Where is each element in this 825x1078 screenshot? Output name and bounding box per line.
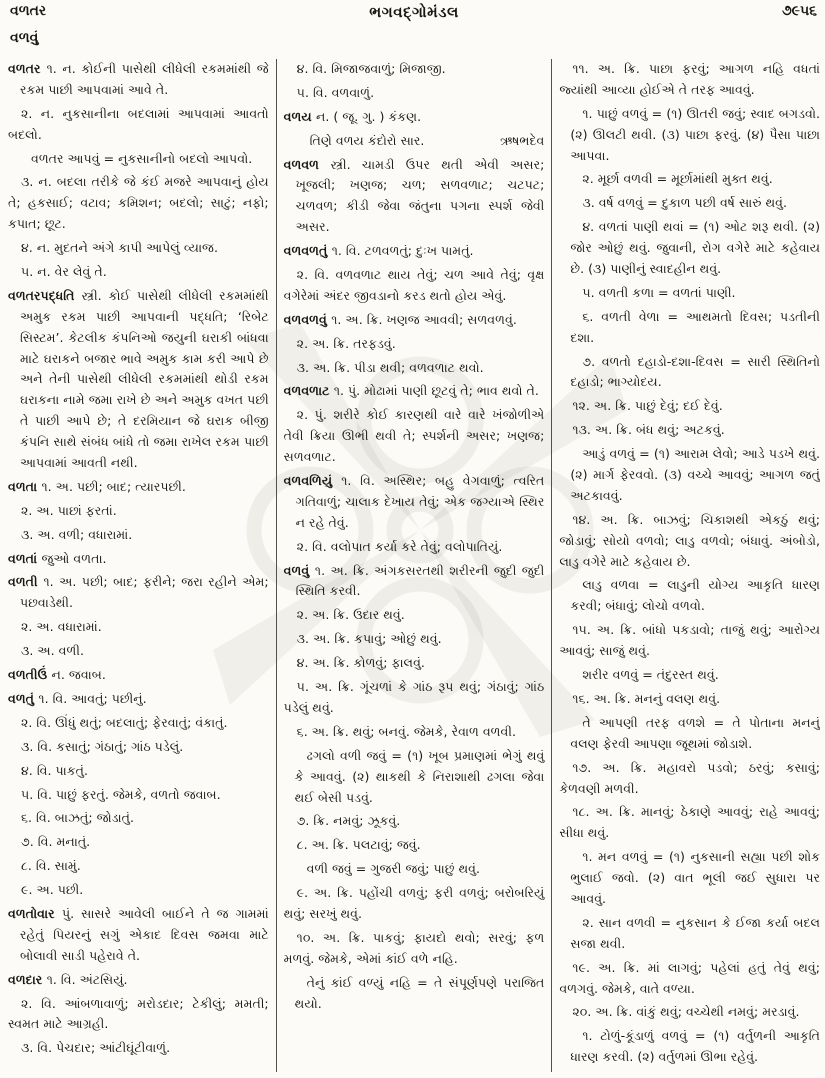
dict-sense: [559, 958, 820, 1000]
definition-text: ૫. વળતી કળા = વળતાં પાણી.: [582, 284, 736, 300]
dict-sense: [284, 629, 545, 650]
headword: વળવળવું: [283, 311, 332, 327]
definition-text: તે આપણી તરફ વળશે = તે પોતાના મનનું વલણ ફેરવી આપણા જૂથમાં જોડાશે.: [570, 714, 821, 751]
definition-text: ૧. મન વળવું = (૧) નુકસાની સહ્યા પછી શોક ભુલાઈ જવો. (૨) વાત ભૂલી જઈ સુધારા પર આવવું.: [570, 849, 821, 906]
definition-text: ૨. અ. ક્રિ. ઉદાર થવું.: [296, 607, 405, 623]
dict-sense: [284, 265, 545, 307]
definition-text: ૨. મૂર્છા વળવી = મૂર્છામાંથી મુક્ત થવું.: [582, 171, 773, 187]
dict-idiom: [284, 746, 545, 809]
dict-sense: [8, 238, 269, 259]
definition-text: ન. જવાબ.: [51, 667, 106, 683]
running-headword: વળતર: [10, 3, 47, 19]
dict-sense: [559, 758, 820, 800]
definition-text: ૪. વિ. મિજાજવાળું; મિજાજી.: [296, 61, 446, 76]
dict-sense: [284, 334, 545, 355]
definition-text: ૧૬. અ. ક્રિ. મનનું વલણ થવું.: [572, 690, 721, 706]
dict-entry: [8, 970, 269, 991]
verse-attribution: ઋષભદેવ: [500, 132, 545, 148]
definition-text: ૨. વિ. વળવળાટ થાય તેવું; ચળ આવે તેવું; વૃક્ષ વગેરેમાં અંદર જીવડાનો કરડ થતો હોય એવું.: [283, 267, 545, 303]
definition-text: ૩. ન. બદલા તરીકે જે કંઈ મજરે આપવાનું હોય તે; હકસાઈ; વટાવ; કમિશન; બદલો; સાટું; નફો; કપાત; છૂટ.: [8, 174, 269, 232]
headword: વળવળતું: [283, 243, 332, 259]
dict-sense: [559, 510, 820, 573]
page-number: ૭૯૫૬: [781, 3, 817, 19]
dict-sense: [559, 59, 820, 101]
dict-sense: [8, 641, 269, 662]
dict-sense: [284, 59, 545, 80]
dict-idiom: [559, 283, 820, 304]
definition-text: ૧૦. અ. ક્રિ. પાકવું; ફાયદો થવો; સરવું; ફળ મળવું. જેમકે, એમાં કાંઈ વળે નહિ.: [283, 929, 545, 966]
dict-sense: [284, 883, 545, 925]
page-header: [10, 3, 817, 21]
headword: વળતી: [8, 574, 44, 590]
headword: વળદાર: [8, 971, 47, 987]
dict-sense: [284, 358, 545, 379]
dict-entry: [284, 310, 545, 331]
definition-text: ૨. અ. વધારામાં.: [21, 619, 102, 635]
definition-text: ૧. પું. મોઢામાં પાણી છૂટવું તે; ભાવ થવો તે.: [333, 383, 539, 399]
dict-idiom: [559, 1026, 820, 1068]
dict-sense: [8, 785, 269, 806]
definition-text: ૨. અ. ક્રિ. તરફડવું.: [296, 335, 396, 351]
definition-text: ૨. વિ. ઊંધું થતું; બદલાતું; ફેરવાતું; વંકાતું.: [21, 714, 228, 730]
definition-text: ૬. વળતી વેળા = આથમતો દિવસ; પડતીની દશા.: [570, 308, 821, 345]
definition-text: ૧. વિ. અંટસિયું.: [46, 971, 128, 987]
definition-text: ૧૯. અ. ક્રિ. માં લાગવું; પહેલાં હતું તેવું થવું; વળગવું. જેમકે, વાતે વળ્યા.: [559, 959, 821, 996]
dict-sense: [284, 605, 545, 626]
definition-text: જુઓ વળતા.: [41, 550, 107, 566]
dict-sense: [8, 761, 269, 782]
column-left: [8, 57, 276, 1072]
headword: વળતર: [8, 61, 47, 76]
definition-text: ન. ( જૂ. ગુ. ) કંકણ.: [316, 108, 422, 124]
dict-sense: [8, 808, 269, 829]
definition-text: ૧૮. અ. ક્રિ. માનવું; ઠેકાણે આવવું; રાહે આવવું; સીધા થવું.: [559, 804, 821, 841]
definition-text: ૧૧. અ. ક્રિ. પાછા ફરવું; આગળ નહિ વધતાં જ્યાંથી આવ્યા હોઈએ તે તરફ આવવું.: [559, 61, 821, 97]
headword: વળતા: [8, 478, 42, 494]
dict-sense: [284, 811, 545, 832]
dict-entry: [8, 572, 269, 614]
running-headword-continued-row: [10, 30, 38, 46]
dict-idiom: [559, 193, 820, 214]
definition-text: ૮. અ. ક્રિ. પલટાવું; જવું.: [296, 837, 421, 853]
dict-idiom: [8, 149, 269, 170]
definition-text: ૧. પાછું વળવું = (૧) ઊતરી જવું; સ્વાદ બગડવો. (૨) ઊલટી થવી. (૩) પાછા ફરવું. (૪) પૈસા પાછા આપવા.: [570, 105, 821, 163]
dict-sense: [559, 620, 820, 662]
definition-text: ૧૪. અ. ક્રિ. બાઝવું; ચિકાશથી એકઠું થવું; જોડાવું; સોયો વળવો; લાડુ વળવો; બંધાવું. અંબોડો, લાડુ વગેરે માટે કહેવાય છે.: [559, 511, 821, 569]
running-headword-continued: વળવું: [10, 30, 39, 46]
dict-sense: [284, 928, 545, 970]
definition-text: સ્ત્રી. ચામડી ઉપર થતી એવી અસર; ખૂજલી; ખણજ; ચળ; સળવળાટ; ચટપટ; ચળવળ; કીડી જેવા જંતુના પગના સ્પર્શ જેવી અસર.: [295, 156, 545, 235]
definition-text: ૨. ન. નુકસાનીના બદલામાં આપવામાં આવતો બદલો.: [8, 105, 269, 142]
definition-text: ૧૩. અ. ક્રિ. બંધ થવું; અટકવું.: [572, 422, 725, 438]
dict-idiom: [559, 444, 820, 507]
definition-text: ૭. વિ. મનાતું.: [21, 834, 91, 850]
definition-text: આડું વળવું = (૧) આરામ લેવો; આડે પડખે થવું. (૨) માર્ગ ફેરવવો. (૩) વચ્ચે આવવું; આગળ જતું અટકાવવું.: [570, 446, 821, 503]
dict-sense: [8, 1038, 269, 1059]
dict-idiom: [559, 575, 820, 617]
definition-text: ૫. અ. ક્રિ. ગૂંચળાં કે ગાંઠ રૂપ થવું; ગંઠાવું; ગાંઠ પડેલું થવું.: [283, 679, 545, 715]
definition-text: ૩. અ. વળી.: [21, 643, 84, 659]
definition-text: વળી જવું = ગુજરી જવું; પાછું થવું.: [306, 861, 480, 877]
definition-text: ૧. અ. પછી; બાદ; ત્યારપછી.: [41, 478, 186, 494]
dict-entry: [8, 549, 269, 570]
definition-text: લાડુ વળવા = લાડુની યોગ્ય આકૃતિ ધારણ કરવી; બંધાવું; લોચો વળવો.: [570, 577, 821, 614]
dict-idiom: [559, 713, 820, 755]
dict-entry: [284, 381, 545, 402]
dict-entry: [8, 286, 269, 474]
dict-idiom: [559, 913, 820, 955]
dict-sense: [8, 994, 269, 1036]
definition-text: ૪. વિ. પાકતું.: [21, 762, 89, 778]
dict-entry: [284, 241, 545, 262]
dict-sense: [284, 722, 545, 743]
dict-entry: [284, 561, 545, 603]
dict-idiom: [559, 352, 820, 394]
definition-text: વળતર આપવું = નુકસાનીનો બદલો આપવો.: [31, 150, 253, 166]
headword: વળવું: [283, 562, 315, 578]
definition-text: ૯. અ. પછી.: [21, 882, 84, 898]
definition-text: શરીર વળવું = તંદુરસ્ત થવું.: [582, 667, 719, 683]
dict-entry: [8, 665, 269, 686]
definition-text: ૪. અ. ક્રિ. કોળવું; ફાલવું.: [296, 655, 425, 671]
definition-text: ૧. ટોળું-કૂંડાળું વળવું = (૧) વર્તુળની આકૃતિ ધારણ કરવી. (૨) વર્તુળમાં ઊભા રહેવું.: [570, 1028, 821, 1065]
dict-sense: [284, 537, 545, 558]
headword: વળવળ: [283, 156, 331, 172]
dict-idiom: [559, 847, 820, 910]
definition-text: ૪. વળતાં પાણી થવાં = (૧) ઓટ શરૂ થવી. (૨) જોર ઓછું થવું. જુવાની, રોગ વગેરે માટે કહેવાય છે. (૩) પાણીનું સ્વાદહીન થવું.: [570, 219, 821, 277]
dict-sense: [8, 262, 269, 283]
definition-text: ૩. વિ. કસાતું; ગંઠાતું; ગાંઠ પડેલું.: [21, 738, 184, 754]
dict-sense: [284, 83, 545, 104]
definition-text: ૩. અ. ક્રિ. કપાવું; ઓછું થવું.: [296, 631, 442, 647]
dict-sense: [8, 737, 269, 758]
definition-text: ૫. વિ. પાછું ફરતું. જેમકે, વળતો જવાબ.: [21, 786, 221, 802]
definition-text: ૧. અ. ક્રિ. ખણજ આવવી; સળવળવું.: [331, 311, 517, 327]
dictionary-columns: [8, 57, 820, 1072]
dict-sense: [8, 501, 269, 522]
dict-sense: [8, 713, 269, 734]
headword: વળવળાટ: [283, 383, 334, 399]
dict-idiom: [559, 104, 820, 167]
dict-entry: [8, 904, 269, 967]
dict-idiom: [284, 859, 545, 880]
column-middle: [277, 57, 552, 1072]
definition-text: ૨૦. અ. ક્રિ. વાંકું થવું; વચ્ચેથી નમવું; મરડાવું.: [572, 1004, 800, 1020]
dict-sense: [559, 1002, 820, 1023]
dict-entry: [284, 155, 545, 239]
definition-text: ૧. વિ. આવતું; પછીનું.: [38, 690, 147, 706]
definition-text: ઢગલો વળી જવું = (૧) ખૂબ પ્રમાણમાં ભેગું થવું કે આવવું. (૨) થાકથી કે નિરાશાથી ઢગલા જેવા થઈ બેસી પડવું.: [294, 747, 545, 805]
definition-text: સ્ત્રી. કોઈ પાસેથી લીધેલી રકમમાંથી અમુક રકમ પાછી આપવાની પદ્ધતિ; ‘રિબેટ સિસ્ટમ’. કેટલીક કંપનિઓ જયુની ઘરાકી બાંધવા માટે ઘરાકને બજાર ભાવે અમુક કામ કરી આપે છે અને તેની પાસેથી લીધેલી રકમમાંથી થોડી રકમ ઘરાકના નામે જમા રાખે છે અને અમુક વખત પછી તે પાછી આપે છે; તે દરમિયાન જે ઘરાક બીજી કંપનિ સાથે સંબંધ બાંધે તો જમા રાખેલ રકમ પાછી આપવામાં આવતી નથી.: [20, 287, 269, 471]
definition-text: ૧૭. અ. ક્રિ. મહાવરો પડવો; ઠરવું; કસાવું; કેળવણી મળવી.: [559, 759, 821, 796]
definition-text: ૧. ન. કોઈની પાસેથી લીધેલી રકમમાંથી જે રકમ પાછી આપવામાં આવે તે.: [20, 61, 269, 97]
headword: વળતાં: [8, 550, 42, 566]
dict-sense: [284, 835, 545, 856]
definition-text: ૭. વળતો દહાડો-દશા-દિવસ = સારી સ્થિતિનો દહાડો; ભાગ્યોદય.: [570, 353, 821, 390]
dict-sense: [284, 653, 545, 674]
dict-idiom: [559, 169, 820, 190]
definition-text: ૨. વિ. આંબળાવાળું; મરોડદાર; ટેકીલું; મમતી; સ્વમત માટે આગ્રહી.: [8, 995, 269, 1032]
definition-text: ૩. વિ. પેચદાર; આંટીઘૂંટીવાળું.: [21, 1040, 171, 1056]
definition-text: ૨. વિ. વલોપાત કર્યા કરે તેવું; વલોપાતિયું.: [296, 538, 503, 554]
dict-sense: [8, 172, 269, 235]
definition-text: ૯. અ. ક્રિ. પહોંચી વળવું; ફરી વળવું; બરોબરિયું થવું; સરખું થવું.: [283, 885, 545, 921]
dict-sense: [8, 856, 269, 877]
headword: વળતીઉં: [8, 667, 52, 683]
dict-entry: [8, 59, 269, 101]
dict-entry: [284, 107, 545, 128]
dict-sense: [559, 396, 820, 417]
definition-text: ૮. વિ. સામું.: [21, 858, 81, 874]
definition-text: તેનું કાંઈ વળ્યું નહિ = તે સંપૂર્ણપણે પરાજિત થયો.: [294, 974, 545, 1011]
dict-sense: [559, 689, 820, 710]
dict-sense: [284, 677, 545, 719]
definition-text: પું. સાસરે આવેલી બાઈને તે જ ગામમાં રહેતું પિયરનું સગું એકાદ દિવસ જમવા માટે બોલાવી સાડી પહેરાવે તે.: [20, 905, 269, 963]
dict-entry: [284, 471, 545, 534]
definition-text: ૬. અ. ક્રિ. થવું; બનવું. જેમકે, રેવાળ વળવી.: [296, 723, 516, 739]
definition-text: ૬. વિ. બાઝતું; જોડાતું.: [21, 810, 134, 826]
definition-text: ૧. અ. ક્રિ. અંગકસરતથી શરીરની જુદી જુદી સ્થિતિ કરવી.: [295, 562, 545, 599]
definition-text: તિણે વળય કંદોરો સાર.: [309, 132, 425, 148]
dict-sense: [284, 405, 545, 468]
definition-text: ૨. અ. પાછાં ફરતાં.: [21, 502, 117, 518]
dict-sense: [8, 525, 269, 546]
dict-verse: [284, 131, 545, 152]
definition-text: ૧૨. અ. ક્રિ. પાછું દેવું; દઈ દેવું.: [572, 398, 723, 414]
dict-sense: [559, 420, 820, 441]
dict-sense: [559, 802, 820, 844]
dict-sense: [8, 832, 269, 853]
definition-text: ૧૫. અ. ક્રિ. બાંધો પકડાવો; તાજું થવું; આરોગ્ય આવવું; સાજું થવું.: [559, 622, 821, 659]
column-right: [552, 57, 820, 1072]
dict-entry: [8, 477, 269, 498]
headword: વળતોવાર: [8, 905, 62, 921]
definition-text: ૧. અ. પછી; બાદ; ફરીને; જરા રહીને એમ; પછવાડેથી.: [20, 574, 269, 611]
dict-idiom: [284, 973, 545, 1015]
definition-text: ૩. વર્ષ વળવું = દુકાળ પછી વર્ષ સારું થવું.: [582, 195, 787, 211]
dict-sense: [8, 880, 269, 901]
definition-text: ૧. વિ. ટળવળતું; દુઃખ પામતું.: [331, 243, 474, 259]
dict-sense: [8, 104, 269, 146]
dict-entry: [8, 689, 269, 710]
dict-idiom: [559, 665, 820, 686]
page-title: ભગવદ્ગોમંડલ: [369, 3, 459, 21]
headword: વળવળિયું: [283, 473, 342, 489]
dict-idiom: [559, 217, 820, 280]
definition-text: ૩. અ. વળી; વધારામાં.: [21, 526, 133, 542]
definition-text: ૪. ન. મુદતને અંગે કાપી આપેલું વ્યાજ.: [21, 240, 218, 256]
definition-text: ૫. વિ. વળવાળું.: [296, 84, 375, 100]
definition-text: ૩. અ. ક્રિ. પીડા થવી; વળવળાટ થવો.: [296, 359, 484, 375]
definition-text: ૭. ક્રિ. નમવું; ઝૂકવું.: [296, 813, 401, 829]
headword: વળતું: [8, 690, 39, 706]
definition-text: ૨. પું. શરીરે કોઈ કારણથી વારે વારે ખંજોળીએ તેવી ક્રિયા ઊભી થવી તે; સ્પર્શની અસર; ખણજ; સળવળાટ.: [283, 407, 545, 465]
dict-idiom: [559, 307, 820, 349]
headword: વળતરપદ્ધતિ: [8, 287, 82, 303]
dict-sense: [8, 617, 269, 638]
headword: વળય: [283, 108, 317, 124]
definition-text: ૧. વિ. અસ્થિર; બહુ વેગવાળું; ત્વરિત ગતિવાળું; ચાલાક દેખાય તેવું; એક જગ્યાએ સ્થિર ન રહે તેવું.: [295, 473, 545, 530]
definition-text: ૫. ન. વેર લેવું તે.: [21, 264, 107, 280]
definition-text: ૨. સાન વળવી = નુકસાન કે ઈજા કર્યા બદલ સજા થવી.: [570, 914, 821, 951]
